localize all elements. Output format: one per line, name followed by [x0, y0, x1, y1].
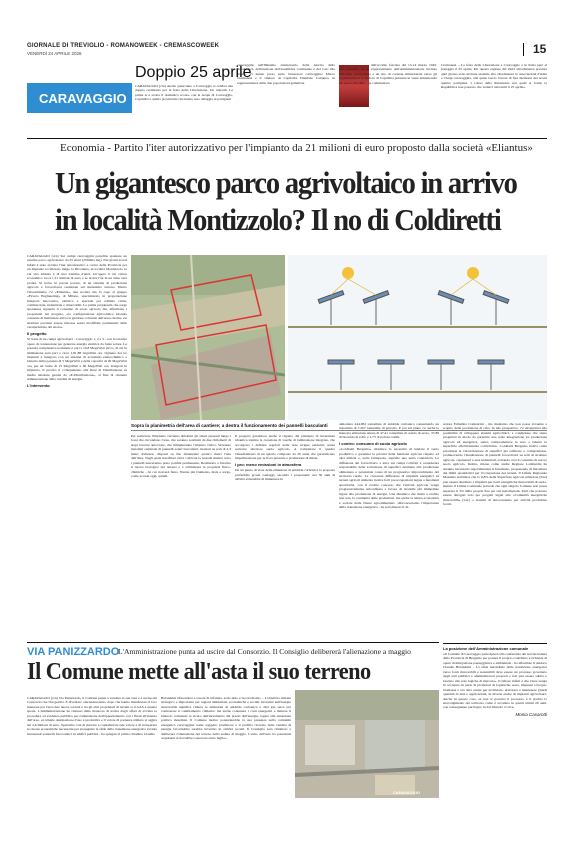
sidebar-text: «Il Comune di Caravaggio partecipierà alla conferenza dei servizi indetta dalla Provincia di Bergamo per portare il proprio contributo e richieste di opere di mitigazione paesaggistica e ambientale - ha affermato il sindaco Claudio Bolandrini - La sfida inevitabile della transizione energetica verso fonti rinnovabili e sostenibili deve essere un processo governato dagli enti pubblici e amministratori preposti e non può essere subito e lasciato alle sole logiche di mercato». Il timore infatti è che l'area venga in occupata da parte di promotori di logistiche, serre, impianti a biogas-biomassa e ora data center per archiviare, elaborare e mantenere grandi quantità di dati e applicazioni, in diversi anche di impianti agrivoltaici. Anche in questo caso, se non si governa il processo, è il rischio la stravolgimento del territorio come è accaduto in questi ultimi 20 anni, con conseguenze purtroppo in dal bilancia ci vive.: [443, 652, 547, 710]
main-col-3-text: Il progetto garantisce anche il rispetto del principio di invarianza idraulica tramite la creazione di vasche di laminazione integrate, che accolgono i deflussi regolari nelle aree irrigue esistenti, senza sottrarre ulteriore suolo agricolo. A completare il quadro l'insediamento di un apiario composto da 26 arnie che garantiscano impollinazione per la flora presente e produzione di miele.: [235, 434, 335, 461]
main-col-4b-text: «Coldiretti Bergamo» ribadisce la necessità di tutelare il suolo produttivo e garantire la priorità della funzione agricola rispetto ad altri utilizzi e, nella fattispecie, esprime una netta contrarietà. La diffusione del fotovoltaico a terra sui campi coltivati è considerata responsabile della sottrazione di superfici destinate alla produzione alimentare e potenziale causa di un progressivo impoverimento del territorio rurale. La crescente diffusione di impianti energetici su terreni agricoli alimenta inoltre forti preoccupazioni legate a fenomeni speculativi, con il rischio concreto che l'attività agricola venga progressivamente subordinata a favore di modelle più immediate legate alla produzione di energia. Una dinamica che mette a rischio non solo la continuità delle produzioni, ma anche la tenuta economica e sociale delle filiere agroalimentari. «Riconosciamo l'importanza della transizione energetica - ha sottolineato il di-: [339, 447, 439, 510]
main-col-1: [27, 254, 127, 389]
site-plan-svg: [131, 255, 285, 420]
bottom-col-2: Bolandrini riferendosi a scuole di infanzia, asilo nido e bocciodromo -. L'obiettivo rimane strategico e importante per ragioni ambientali, economiche e sociali. Investire sull'energia rinnovabile significa ridurre le emissioni di anidride carbonica e altri gas serra per contrastare il cambiamento climatico ma anche contenere i costi energetici e mettere il bilancio comunale al sicuro dall'incremento dei prezzi dell'energia, legata alla situazione politica mondiale. Il Comune inoltre potenzierebbe la sua presenza nella comunità energetica caravaggina come soggetto produttore e il profitto ricavato dalla vendita di energie favorirebbe sarebbe investito in attività sociali. Il Consiglio sarà chiamato a deliberare l'alienazione del terreno nella seduta di maggio. L'esito dell'asta tra potenziali acquirenti si dovrebbe conoscere entro luglio».: [161, 696, 291, 741]
sidebar-title: La posizione dell'Amministrazione comunale: [443, 646, 529, 651]
bottom-photo: [295, 690, 439, 798]
main-col-3b-text: Da un punto di vista delle emissioni di anidride carbonica la proposta preferibile grossi vantaggi, secondo i proponenti: nei 30 anni di attività eviterebbe di immettere in: [235, 468, 335, 482]
main-col-1-text: CARAVAGGIO (crn) Sui campi caravaggini potrebbe spuntare un enorme parco agrivoltaico da 25 ettari (250mila mq). Nel giorni scorsi infatti è stato avviato l'iter autorizzativo a carico della Provincia per un impianto localizzato lungo la Rivoltana, in località Montizzolo, la cui vita stimata è di una trentina d'anni. Un'opera il cui valore economico tocca i 21 milioni di euro e se arriva l'ok in un anno sarà pronta. Si tratta, in parole povere, di un sistema di produzione agricola e fotovoltaica realizzate sul medesimo terreno. Dietro l'investimento c'è «Eliantus», una società che fa capo al gruppo «Favero Engineering» di Milano, specializzato in progettazione integrata meccanica, elettrica e speciale per edilizia civile, commerciale, industriale e rinnovabili. La prima perplessità che sorge spontanea riguarda il consumo di suolo agricolo ma, affermano i proponenti nel progetto, «la configurazione agrivoltaica adottata consente di mantenere attiva la gestione colturale dell'area» inoltre «le strutture poranno essere rimosse senza modifiche permanenti delle caratteristiche del suolo».: [27, 254, 127, 330]
photo-label: CARAVAGGIO: [393, 790, 420, 795]
bottom-section-kicker: VIA PANIZZARDO: [27, 646, 120, 658]
main-col-2: Per realizzare l'impianto verranno abbattuti gli alberi presenti lungo i fossi che circondano l'area, che saranno sostituiti da due chilometri di siepi boscate autoctone, che mitigheranno l'impatto visivo. Verranno installati centinaia di pannelli solari basculanti, montati su pali di 2,3 metri d'altezza, disposti su file distanziate quattro metri l'una dall'altra. Negli spazi interfilari verrà coltivata la lessada mentre sotto i pannelli nasceranno prato polifita permanente. Realizzato a favorire il riposo biologico del terreno e a ottimizzare le proprietà fisico-chimiche - da cui ricaverà fieno. Niente più frumento, mais e sorgo, come accade oggi, quindi.: [131, 434, 231, 479]
main-overline: Economia - Partito l'iter autorizzativo per l'impianto da 21 milioni di euro proposto dalla società «Eliantus»: [60, 142, 533, 154]
main-headline-line2: in località Montizzolo? Il no di Coldiretti: [55, 202, 501, 237]
section-label: CARAVAGGIO: [39, 90, 127, 106]
bottom-divider: [27, 642, 439, 643]
subhead-intervento: L'intervento: [27, 382, 50, 388]
top-story: [27, 61, 547, 135]
site-plan-photo: [131, 255, 285, 420]
bottom-col-1: CARAVAGGIO (crn) Via Panizzardo, il Comune punta a vendere la sua area e a uscire dal Consorzio che l'ha gestita. E diventato «incandescente» dopo che hanno manifestato il loro interesse per l'area due nuove società e tra gli altri proprietari di terreni si il GAS è quanto spetta. L'Amministrazione ha ritenuto dalle manovre di uscire dagli affari di avviare la procedura ad evidenza pubblica per l'alienazione dell'appezzamento con i finali all'interno dell'area. «L'attuale destinazione d'uso è produttiva e il valore di partenza stimato si aggira sui 2,6 milioni di euro. Speriamo così di riuscire a capitalizzare tale valore e di recuperare le risorse economiche necessarie per proseguire la sfida della transizione energetica avviata investendo pannelli fotovoltaici su edifici pubblici - ha spiegato il primo cittadino Claudio: [27, 696, 157, 736]
page-header: [27, 40, 547, 60]
section-kicker-caravaggio: [27, 83, 132, 113]
bottom-overline: L'Amministrazione punta ad uscire dal Consorzio. Il Consiglio delibererà l'alienazione a maggio: [118, 647, 411, 656]
header-divider: [523, 43, 524, 56]
subhead-pro: I pro: meno emissioni in atmosfera: [235, 461, 302, 467]
photo-caption: Sopra la planimetria dell'area di cantiere; a destra il funzionamento dei pannelli basculanti: [131, 423, 328, 428]
subhead-progetto: Il progetto: [27, 330, 47, 336]
page-number: 15: [533, 42, 547, 56]
main-col-3: [235, 434, 335, 483]
main-col-4-text: atmosfera 444.062 tonnellate di anidride carbonica consentendo un risparmio di 7.267 tonnellate di petrolio. E poi sul piano c'è anche la mancata emissione annua di 47,41 tonnellate di ossido di azoto, 37,89 di biossido di zolfo e 1,75 di polveri sottili.: [339, 422, 439, 440]
panels-diagram: [288, 255, 547, 420]
main-col-5: rettore Ermelina Comencini - ma riteniamo che non possa avvenire a scapito della produzione di cibo. In tale prospettiva, c'è un'apertura alla possibilità di sviluppare sistemi agrivoltaici, a condizione che siano progettati in modo da garantire una reale integrazione tra produzione agricola ed energetica, senza compromettere la resa o ridurre la superficie effettivamente coltivabile». Coldiretti Bergamo indica come prioritaria la valorizzazione di superfici già edificate o compromesse, promuovendo l'installazione di pannelli fotovoltaici su tetti di strutture agricole, capannoni e aree industriali, evitando così il consumo di nuovo suolo agricolo. Inoltre, ritiene come anche Regione Lombardia ha ritenuto necessario regolamentare il fenomeno, proponendo di introdurre dei limiti quantitativi per l'occupazione dei terreni. Il Limite Regionale Massimo stabilisce che lo 0,8% della Superficie agricola utilizzata (Sau) può essere destinato a impianti per fonti energetiche rinnovabili di suolo, mentre il Limite Comunale prevede che ogni singolo Comune non possa superare il 3% della propria Sau per tali installazioni. Tutti che possono essere derogati solo per progetti legati alle «Comunità energetiche rinnovabili» (Cer) o sistemi di autoconsumo per attività produttive locali.: [443, 422, 547, 507]
newspaper-name: GIORNALE DI TREVIGLIO - ROMANOWEEK - CREMASCOWEEK: [27, 43, 220, 49]
top-divider: [27, 138, 547, 139]
article-author: Monia Casarotti: [515, 711, 547, 717]
top-col-1: CARAVAGGIO (crn) Anche quest'anno a Caravaggio si celebra una doppia cerimonia per la festa della Liberazione. Un unicum. La prima si è svolta il domenica scorsa, con le Acqui di Caravaggio, Caprialba e quella provinciale che hanno reso omaggio ai partigiani: [135, 84, 233, 102]
top-col-4: Cremonesi -. La festa della Liberazione a Caravaggio e in Italia però si festeggia il 25 aprile. Per questa ragione dal 2023 all'ordinanza prevista quel giorno sono invitate assieme alla cittadinanza le associazioni d'arma e l'Anpi caravaggina, alla quale lascio l'onore di fare memoria dei nostri quattro partigiani. I valori della Resistenza son quali si fonda la Repubblica non possono che vederci tutti uniti il 25 aprile».: [441, 63, 547, 90]
main-headline-line1: Un gigantesco parco agrivoltaico in arrivo: [55, 165, 517, 200]
subhead-contro: I contro: consumo di suolo agricolo: [339, 440, 408, 446]
top-col-2: caravaggini nell'80esimo anniversario della nascita della Repubblica, dell'elezione dell'assemblea costituente e del voto alle donne. Vi hanno preso parte l'assessore caravaggino Marco Cremonesi e il sindaco di Caprialba Damiano Cattaneo, in rappresentanza delle due popolazioni gemellate: [237, 63, 335, 85]
top-col-3: dall'eccidio fascista del 13-14 marzo 1945. «La presenza di un rappresentante dell'Amministrazione invitata dall'Anpi caravaggina e un atto di cortesia istituzionale verso gli organizzatori e il sindaco di Caprialba presente in veste istituzionale sul suolo cittadino - ha commentato: [339, 63, 437, 85]
main-col-1b-text: Si tratta di tre campi agrivoltaici - Caravaggio 1, 2 e 3 - con le relative opere di connessione per generare energia elettrica da fonte solare. La potenza complessiva nominale è pari a 19,8 MegaWatt picco, di cui in immissione sarà pari a circa 1,81,88 GigaWatt ora. Ognuno dei tre impianti è integrato con un sistema di accumulo elettrochimico a batteria dalla potenza di 5 MegaWatt e della capacità di 20 MegaWatt ora, per un totale di 15 MegaWatt e 60 MegaWatt ora. Integrati in impianto. Il preciso il collegamento alla Rete di Distribuzione in media tensione gestita da «E-Distribuzione», al fine di ottenere remunerazione della vendita di energia.: [27, 337, 127, 382]
main-col-4: [339, 422, 439, 511]
issue-date: VENERDÌ 24 APRILE 2026: [27, 51, 82, 56]
sidebar-box: [443, 643, 547, 833]
panels-diagram-svg: [288, 255, 547, 420]
aerial-photo-svg: [295, 690, 439, 798]
bottom-headline: Il Comune mette all'asta il suo terreno: [27, 659, 371, 685]
top-story-title: Doppio 25 aprile: [135, 64, 252, 81]
